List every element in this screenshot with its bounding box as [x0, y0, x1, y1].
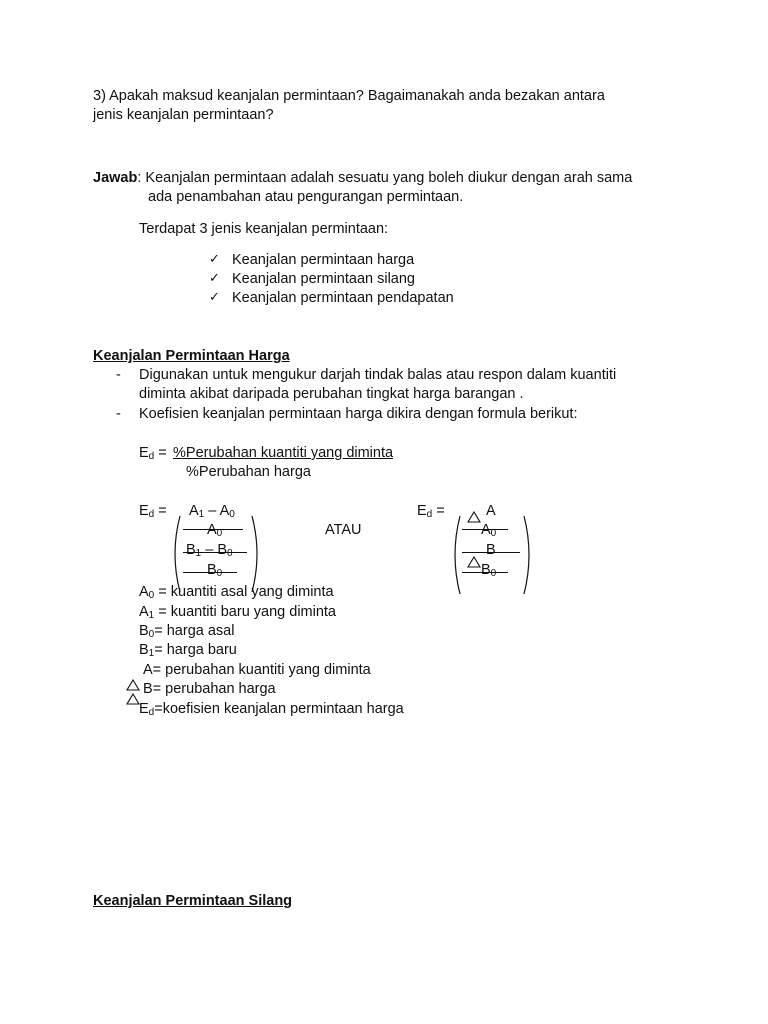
section-heading-silang: Keanjalan Permintaan Silang — [93, 893, 293, 909]
check-icon: ✓ — [209, 271, 220, 286]
bullet-2: Koefisien keanjalan permintaan harga dikira dengan formula berikut: — [139, 406, 578, 422]
formula-3-denominator-2: $B_0$ — [481, 562, 497, 579]
definition-a1: $A_1$ = kuantiti baru yang diminta — [139, 604, 336, 621]
bullet-dash: - — [116, 406, 121, 422]
formula-1-denominator: %Perubahan harga — [186, 464, 311, 480]
definition-delta-a: A= perubahan kuantiti yang diminta — [143, 662, 371, 678]
formula-2-denominator-2: $B_0$ — [207, 562, 223, 579]
delta-icon — [126, 679, 140, 691]
formula-2-denominator-1: $A_0$ — [207, 522, 223, 539]
formula-2-middle: $B_1 - B_0$ — [186, 542, 233, 559]
type-item-pendapatan: Keanjalan permintaan pendapatan — [232, 290, 454, 306]
definition-delta-b: B= perubahan harga — [143, 681, 276, 697]
formula-3-middle: B — [486, 542, 496, 558]
definition-b1: $B_1=$ harga baru — [139, 642, 237, 659]
answer-line-1 — [93, 169, 632, 187]
check-icon: ✓ — [209, 290, 220, 305]
types-intro: Terdapat 3 jenis keanjalan permintaan: — [139, 221, 389, 237]
question-line-2: jenis keanjalan permintaan? — [93, 107, 274, 123]
definition-a0: $A_0$ = kuantiti asal yang diminta — [139, 584, 334, 601]
bullet-dash: - — [116, 367, 121, 383]
bullet-1-line-1: Digunakan untuk mengukur darjah tindak balas atau respon dalam kuantiti — [139, 367, 617, 383]
definition-b0: $B_0=$ harga asal — [139, 623, 235, 640]
question-line-1: 3) Apakah maksud keanjalan permintaan? Bagaimanakah anda bezakan antara — [93, 88, 605, 104]
type-item-silang: Keanjalan permintaan silang — [232, 271, 415, 287]
large-parentheses — [450, 513, 534, 597]
formula-1-lhs: $E_d$ = — [139, 445, 167, 462]
answer-text-1: : Keanjalan permintaan adalah sesuatu yang boleh diukur dengan arah sama — [137, 170, 633, 186]
section-heading-harga: Keanjalan Permintaan Harga — [93, 348, 290, 364]
type-item-harga: Keanjalan permintaan harga — [232, 252, 415, 268]
formula-1-numerator: %Perubahan kuantiti yang diminta — [173, 445, 394, 461]
answer-line-2: ada penambahan atau pengurangan permintaan. — [148, 189, 464, 205]
bullet-1-line-2: diminta akibat daripada perubahan tingkat harga barangan . — [139, 386, 524, 402]
formula-3-numerator: A — [486, 503, 496, 519]
answer-label: Jawab — [93, 170, 138, 186]
definition-ed: $E_d=koefisien$ keanjalan permintaan harga — [139, 701, 404, 718]
check-icon: ✓ — [209, 252, 220, 267]
atau-label: ATAU — [325, 522, 362, 538]
formula-3-denominator-1: $A_0$ — [481, 522, 497, 539]
formula-3-lhs: $E_d$ = — [417, 503, 445, 520]
delta-icon — [126, 693, 140, 705]
formula-2-numerator: $A_1 - A_0$ — [189, 503, 235, 520]
formula-2-lhs: $E_d$ = — [139, 503, 167, 520]
